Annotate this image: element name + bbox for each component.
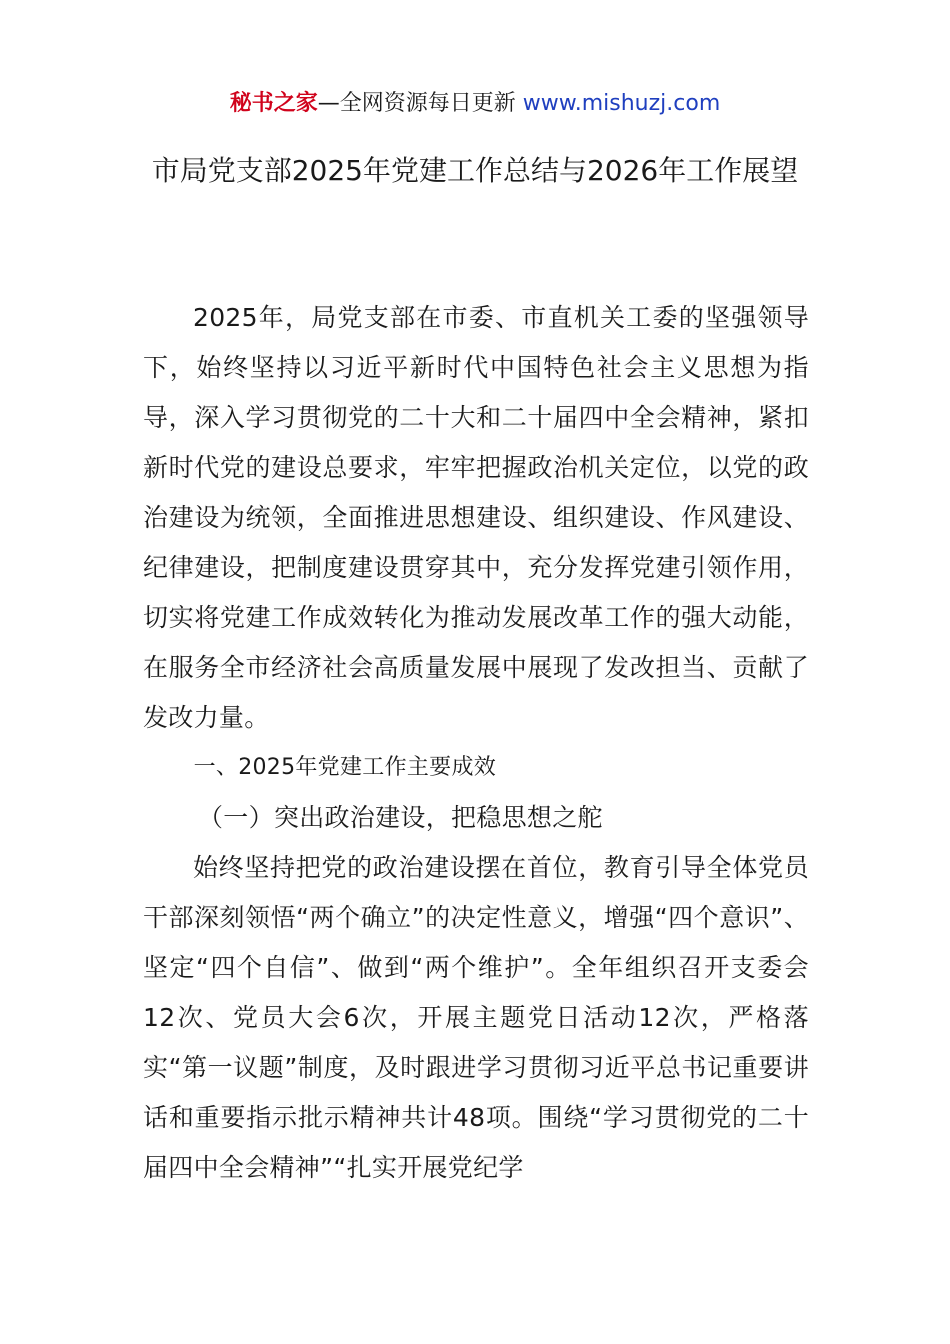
site-header	[0, 88, 950, 120]
header-tagline: 全网资源每日更新	[339, 91, 523, 116]
brand-name: 秘书之家	[229, 91, 318, 116]
header-separator: —	[317, 91, 340, 116]
section-heading: 一、2025年党建工作主要成效	[193, 755, 497, 780]
document-body	[143, 293, 809, 1193]
document-title: 市局党支部2025年党建工作总结与2026年工作展望	[151, 154, 799, 187]
body-paragraph: 始终坚持把党的政治建设摆在首位，教育引导全体党员干部深刻领悟“两个确立”的决定性意义，增强“四个意识”、坚定“四个自信”、做到“两个维护”。全年组织召开支委会12次、党员大会6次，开展主题党日活动12次，严格落实“第一议题”制度，及时跟进学习贯彻习近平总书记重要讲话和重要指示批示精神共计48项。围绕“学习贯彻党的二十届四中全会精神”“扎实开展党纪学	[143, 853, 809, 1182]
site-url-link[interactable]: www.mishuzj.com	[522, 91, 721, 116]
subsection-heading: （一）突出政治建设，把稳思想之舵	[198, 803, 603, 832]
intro-paragraph: 2025年，局党支部在市委、市直机关工委的坚强领导下，始终坚持以习近平新时代中国特色社会主义思想为指导，深入学习贯彻党的二十大和二十届四中全会精神，紧扣新时代党的建设总要求，牢牢把握政治机关定位，以党的政治建设为统领，全面推进思想建设、组织建设、作风建设、纪律建设，把制度建设贯穿其中，充分发挥党建引领作用，切实将党建工作成效转化为推动发展改革工作的强大动能，在服务全市经济社会高质量发展中展现了发改担当、贡献了发改力量。	[143, 303, 809, 732]
